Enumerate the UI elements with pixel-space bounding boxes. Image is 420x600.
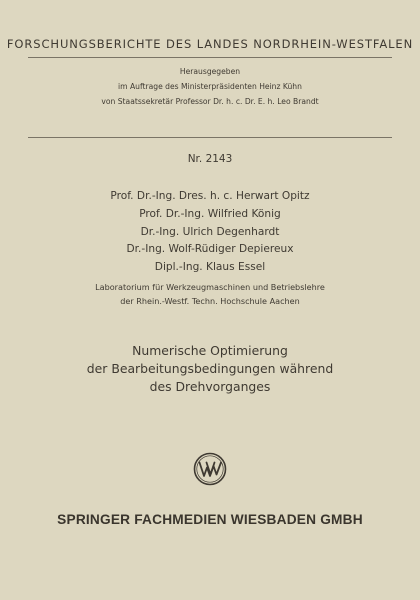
book-title-line: der Bearbeitungsbedingungen während [86, 361, 334, 376]
publisher-name: SPRINGER FACHMEDIEN WIESBADEN GMBH [57, 512, 363, 527]
institute-block [0, 280, 420, 308]
institute-line: Laboratorium für Werkzeugmaschinen und Betriebslehre [95, 282, 325, 292]
book-title [0, 342, 420, 396]
author-name: Prof. Dr.-Ing. Wilfried König [139, 207, 281, 220]
institute-line: der Rhein.-Westf. Techn. Hochschule Aachen [120, 296, 300, 306]
editors-line: im Auftrage des Ministerpräsidenten Heinz Kühn [118, 82, 302, 91]
author-name: Dr.-Ing. Ulrich Degenhardt [140, 225, 280, 238]
editors-line: von Staatssekretär Professor Dr. h. c. Dr. E. h. Leo Brandt [101, 97, 319, 106]
report-number: Nr. 2143 [187, 153, 233, 165]
author-name: Prof. Dr.-Ing. Dres. h. c. Herwart Opitz [110, 190, 310, 202]
publisher-logo-icon [193, 452, 227, 486]
middle-divider [28, 137, 392, 138]
series-title: FORSCHUNGSBERICHTE DES LANDES NORDRHEIN-WESTFALEN [6, 37, 414, 51]
book-title-line: Numerische Optimierung [132, 343, 288, 358]
author-name: Dipl.-Ing. Klaus Essel [154, 261, 266, 274]
editors-line: Herausgegeben [179, 67, 241, 76]
top-divider [28, 57, 392, 58]
book-title-line: des Drehvorganges [149, 379, 271, 394]
editors-block [0, 64, 420, 109]
authors-block [0, 188, 420, 277]
author-name: Dr.-Ing. Wolf-Rüdiger Depiereux [126, 243, 294, 256]
